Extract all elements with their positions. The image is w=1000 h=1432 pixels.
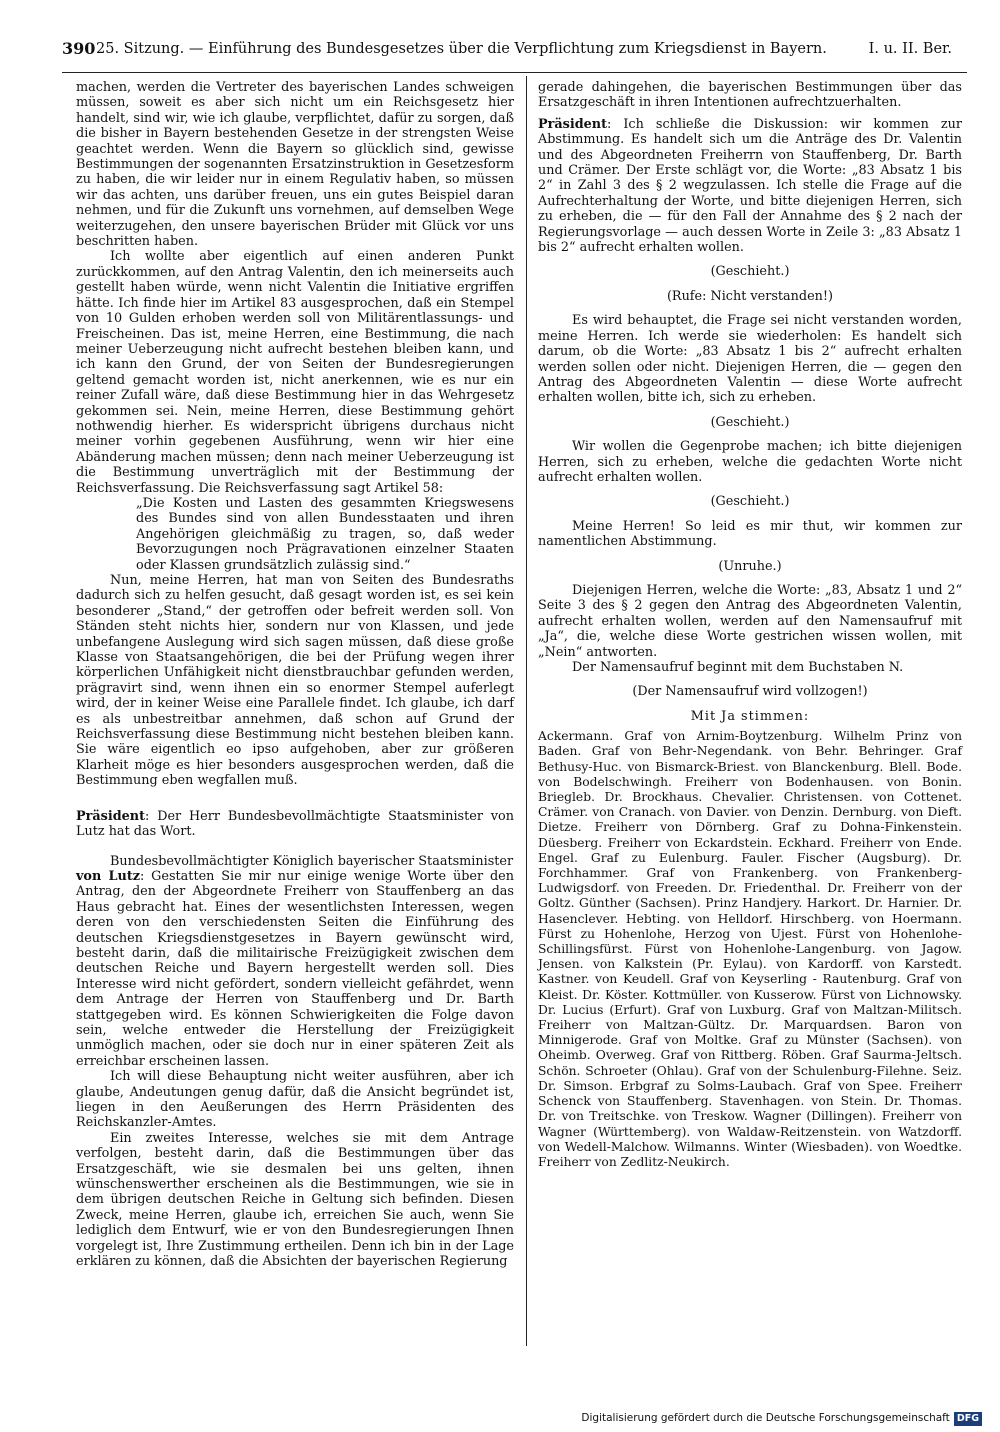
footer-credit — [581, 1410, 982, 1426]
left-column — [76, 80, 514, 1269]
paragraph: Ich will diese Behauptung nicht weiter ausführen, aber ich glaube, Andeutungen genug dafür, daß die Ansicht begründet ist, liegen in den Aeußerungen des Herrn Präsidenten des Reichskanzler-Amtes. — [76, 1069, 514, 1131]
president-statement — [538, 117, 962, 256]
quotation: „Die Kosten und Lasten des gesammten Kriegswesens des Bundes sind von allen Bundesstaaten und ihren Angehörigen gleichmäßig zu tragen, so, daß weder Bevorzugungen noch Prägravationen einzelner Staaten oder Klassen grundsätzlich zulässig sind.“ — [136, 495, 514, 573]
credit-text: Digitalisierung gefördert durch die Deutsche Forschungsgemeinschaft — [581, 1412, 950, 1424]
stage-direction: (Unruhe.) — [718, 558, 782, 574]
name-list: Ackermann. Graf von Arnim-Boytzenburg. Wilhelm Prinz von Baden. Graf von Behr-Negendank. von Behr. Behringer. Graf Bethusy-Huc. von Bismarck-Briest. von Blanckenburg. Blell. Bode. von Bodelschwingh. Freiherr von Bodenhausen. von Bonin. Briegleb. Dr. Brockhaus. Chevalier. Christensen. von Cottenet. Crämer. von Cranach. von Davier. von Denzin. Dernburg. von Dieft. Dietze. Freiherr von Dörnberg. Graf zu Dohna-Finkenstein. Düesberg. Freiherr von Eckardstein. Eckhard. Freiherr von Ende. Engel. Graf zu Eulenburg. Fauler. Fischer (Augsburg). Dr. Forchhammer. Graf von Frankenberg. von Frankenberg-Ludwigsdorf. von Freeden. Dr. Friedenthal. Dr. Freiherr von der Goltz. Günther (Sachsen). Prinz Handjery. Harkort. Dr. Harnier. Dr. Hasenclever. Hebting. von Helldorf. Hirschberg. von Hoermann. Fürst zu Hohenlohe, Herzog von Ujest. Fürst von Hohenlohe-Schillingsfürst. Fürst von Hohenlohe-Langenburg. von Jagow. Jensen. von Kalkstein (Pr. Eylau). von Kardorff. von Karstedt. Kastner. von Keudell. Graf von Keyserling - Rautenburg. Graf von Kleist. Dr. Köster. Kottmüller. von Kusserow. Fürst von Lichnowsky. Dr. Lucius (Erfurt). Graf von Luxburg. Graf von Maltzan-Militsch. Freiherr von Maltzan-Gültz. Dr. Marquardsen. Baron von Minnigerode. Graf von Moltke. Graf zu Münster (Sachsen). von Oheimb. Overweg. Graf von Rittberg. Röben. Graf Saurma-Jeltsch. Schön. Schroeter (Ohlau). Graf von der Schulenburg-Filehne. Seiz. Dr. Simson. Erbgraf zu Solms-Laubach. Graf von Spee. Freiherr Schenck von Stauffenberg. Stavenhagen. von Stein. Dr. Thomas. Dr. von Treitschke. von Treskow. Wagner (Dillingen). Freiherr von Wagner (Württemberg). von Waldaw-Reitzenstein. von Watzdorff. von Wedell-Malchow. Wilmanns. Winter (Wiesbaden). von Woedtke. Freiherr von Zedlitz-Neukirch. — [538, 729, 962, 1169]
paragraph: machen, werden die Vertreter des bayerischen Landes schweigen müssen, soweit es aber sich nicht um ein Reichsgesetz hier handelt, sind wir, wie ich glaube, verpflichtet, dafür zu sorgen, daß die bisher in Bayern bestehenden Gesetze in der strengsten Weise geachtet werden. Wenn die Bayern so glücklich sind, gewisse Bestimmungen der sogenannten Ersatzinstruktion in Gesetzesform zu haben, die wir leider nur in einem Regulativ haben, so müssen wir das achten, uns darüber freuen, uns ein gutes Beispiel daran nehmen, und für die Zukunft uns vornehmen, auf demselben Wege weiterzugehen, den unsere bayerischen Brüder mit Glück vor uns beschritten haben. — [76, 80, 514, 250]
spacer — [76, 840, 514, 854]
running-title: 25. Sitzung. — Einführung des Bundesgesetzes über die Verpflichtung zum Kriegsdienst in Bayern. — [96, 41, 827, 57]
speaker-name: Präsident — [76, 808, 146, 824]
paragraph: Meine Herren! So leid es mir thut, wir kommen zur namentlichen Abstimmung. — [538, 518, 962, 550]
paragraph: Es wird behauptet, die Frage sei nicht verstanden worden, meine Herren. Ich werde sie wiederholen: Es handelt sich darum, ob die Worte: „83 Absatz 1 bis 2“ aufrecht erhalten werden sollen oder nicht. Diejenigen Herren, die — gegen den Antrag des Abgeordneten Valentin — diese Worte aufrecht erhalten wollen, bitte ich, sich zu erheben. — [538, 313, 962, 406]
dfg-logo: DFG — [954, 1412, 982, 1426]
speaker-name: Präsident — [538, 116, 608, 132]
paragraph: Ich wollte aber eigentlich auf einen anderen Punkt zurückkommen, auf den Antrag Valentin, den ich meinerseits auch gestellt haben würde, wenn nicht Valentin die Initiative ergriffen hätte. Ich finde hier im Artikel 83 ausgesprochen, daß ein Stempel von 10 Gulden erhoben werden soll von Militärentlassungs- und Freischeinen. Das ist, meine Herren, eine Bestimmung, die nach meiner Ueberzeugung nicht aufrecht bestehen bleiben kann, und ich kann den Grund, der von Seiten der Bundesregierungen geltend gemacht worden ist, nicht anerkennen, wie es nur ein reiner Zufall wäre, daß diese Bestimmung hier in das Wehrgesetz gekommen sei. Nein, meine Herren, diese Bestimmung gehört nothwendig hierher. Es widerspricht übrigens durchaus nicht meiner vorhin gegebenen Ausführung, wenn wir hier eine Abänderung machen müssen; denn nach meiner Ueberzeugung ist die Bestimmung unverträglich mit der Bestimmung der Reichsverfassung. Die Reichsverfassung sagt Artikel 58: — [76, 249, 514, 496]
speaker-intro: Bundesbevollmächtigter Königlich bayerischer Staatsminister — [110, 853, 514, 869]
stage-direction: (Rufe: Nicht verstanden!) — [666, 288, 834, 304]
stage-direction: (Geschieht.) — [710, 494, 790, 510]
stage-direction: (Geschieht.) — [710, 414, 790, 430]
paragraph: Wir wollen die Gegenprobe machen; ich bitte diejenigen Herren, sich zu erheben, welche die gedachten Worte nicht aufrecht erhalten wollen. — [538, 439, 962, 485]
statement-text: : Gestatten Sie mir nur einige wenige Worte über den Antrag, den der Abgeordnete Freiherr von Stauffenberg an das Haus gebracht hat. Eines der wesentlichsten Interessen, wegen deren von den verschiedensten Seiten die Einführung des deutschen Kriegsdienstgesetzes in Bayern gewünscht wird, besteht darin, daß die militairische Freizügigkeit zwischen dem deutschen Reiche und Bayern hergestellt werden soll. Dies Interesse wird nicht gefördert, sondern vielleicht gefährdet, wenn dem Antrage der Herren von Stauffenberg und Dr. Barth stattgegeben wird. Es können Schwierigkeiten die Folge davon sein, welche entweder die Herstellung der Freizügigkeit unmöglich machen, oder sie doch nur in einer späteren Zeit als erreichbar erscheinen lassen. — [76, 868, 514, 1069]
column-divider — [526, 76, 527, 1346]
paragraph: Nun, meine Herren, hat man von Seiten des Bundesraths dadurch sich zu helfen gesucht, daß gesagt worden ist, es sei kein besonderer „Stand,“ der getroffen oder befreit werden soll. Von Ständen steht nichts hier, sondern nur von Klassen, und jede unbefangene Auslegung wird sich sagen müssen, daß diese große Klasse von Staatsangehörigen, die bei der Prüfung wegen ihrer körperlichen Unfähigkeit nicht dienstbrauchbar gefunden werden, prägravirt sind, wenn ihnen ein so enormer Stempel auferlegt wird, der in keiner Weise eine Parallele findet. Ich glaube, ich darf es als unbestreitbar annehmen, daß schon auf Grund der Reichsverfassung diese Bestimmung nicht bestehen bleiben kann. Sie wäre eigentlich eo ipso aufgehoben, aber zur größeren Klarheit möge es hier besonders ausgesprochen werden, daß die Bestimmung eben wegfallen muß. — [76, 573, 514, 789]
page-number: 390 — [62, 39, 96, 58]
page-header — [62, 36, 952, 62]
stage-direction: (Geschieht.) — [710, 264, 790, 280]
vote-heading: Mit Ja stimmen: — [690, 708, 810, 724]
paragraph: Diejenigen Herren, welche die Worte: „83, Absatz 1 und 2“ Seite 3 des § 2 gegen den Antrag des Abgeordneten Valentin, aufrecht erhalten wollen, werden auf den Namensaufruf mit „Ja“, die, welche diese Worte gestrichen wissen wollen, mit „Nein“ antworten. — [538, 582, 962, 660]
header-rule — [62, 72, 967, 73]
president-statement — [76, 809, 514, 840]
lutz-statement — [76, 869, 514, 1069]
paragraph: Der Namensaufruf beginnt mit dem Buchstaben N. — [572, 660, 904, 675]
paragraph: Ein zweites Interesse, welches sie mit dem Antrage verfolgen, besteht darin, daß die Bestimmungen über das Ersatzgeschäft, wie sie desmalen bei uns gelten, ihnen wünschenswerther erscheinen als die Bestimmungen, wie sie in dem übrigen deutschen Reiche in Geltung sich befinden. Diesen Zweck, meine Herren, glaube ich, erreichen Sie auch, wenn Sie lediglich dem Entwurf, wie er von den Bundesregierungen Ihnen vorgelegt ist, Ihre Zustimmung ertheilen. Denn ich bin in der Lage erklären zu können, daß die Absichten der bayerischen Regierung — [76, 1130, 514, 1270]
speaker-name: von Lutz — [76, 868, 140, 884]
stage-direction: (Der Namensaufruf wird vollzogen!) — [632, 684, 868, 700]
right-column — [538, 80, 962, 1170]
running-title-right: I. u. II. Ber. — [868, 41, 952, 57]
spacer — [76, 789, 514, 803]
statement-text: : Ich schließe die Diskussion: wir kommen zur Abstimmung. Es handelt sich um die Anträge des Dr. Valentin und des Abgeordneten Freiherrn von Stauffenberg, Dr. Barth und Crämer. Der Erste schlägt vor, die Worte: „83 Absatz 1 bis 2“ in Zahl 3 des § 2 wegzulassen. Ich stelle die Frage auf die Aufrechterhaltung der Worte, und bitte diejenigen Herren, sich zu erheben, die — für den Fall der Annahme des § 2 nach der Regierungsvorlage — auch dessen Worte in Zeile 3: „83 Absatz 1 bis 2“ aufrecht erhalten wollen. — [538, 116, 962, 256]
paragraph: gerade dahingehen, die bayerischen Bestimmungen über das Ersatzgeschäft in ihren Intentionen aufrechtzuerhalten. — [538, 80, 962, 111]
statement-text: : Der Herr Bundesbevollmächtigte Staatsminister von Lutz hat das Wort. — [76, 808, 514, 840]
